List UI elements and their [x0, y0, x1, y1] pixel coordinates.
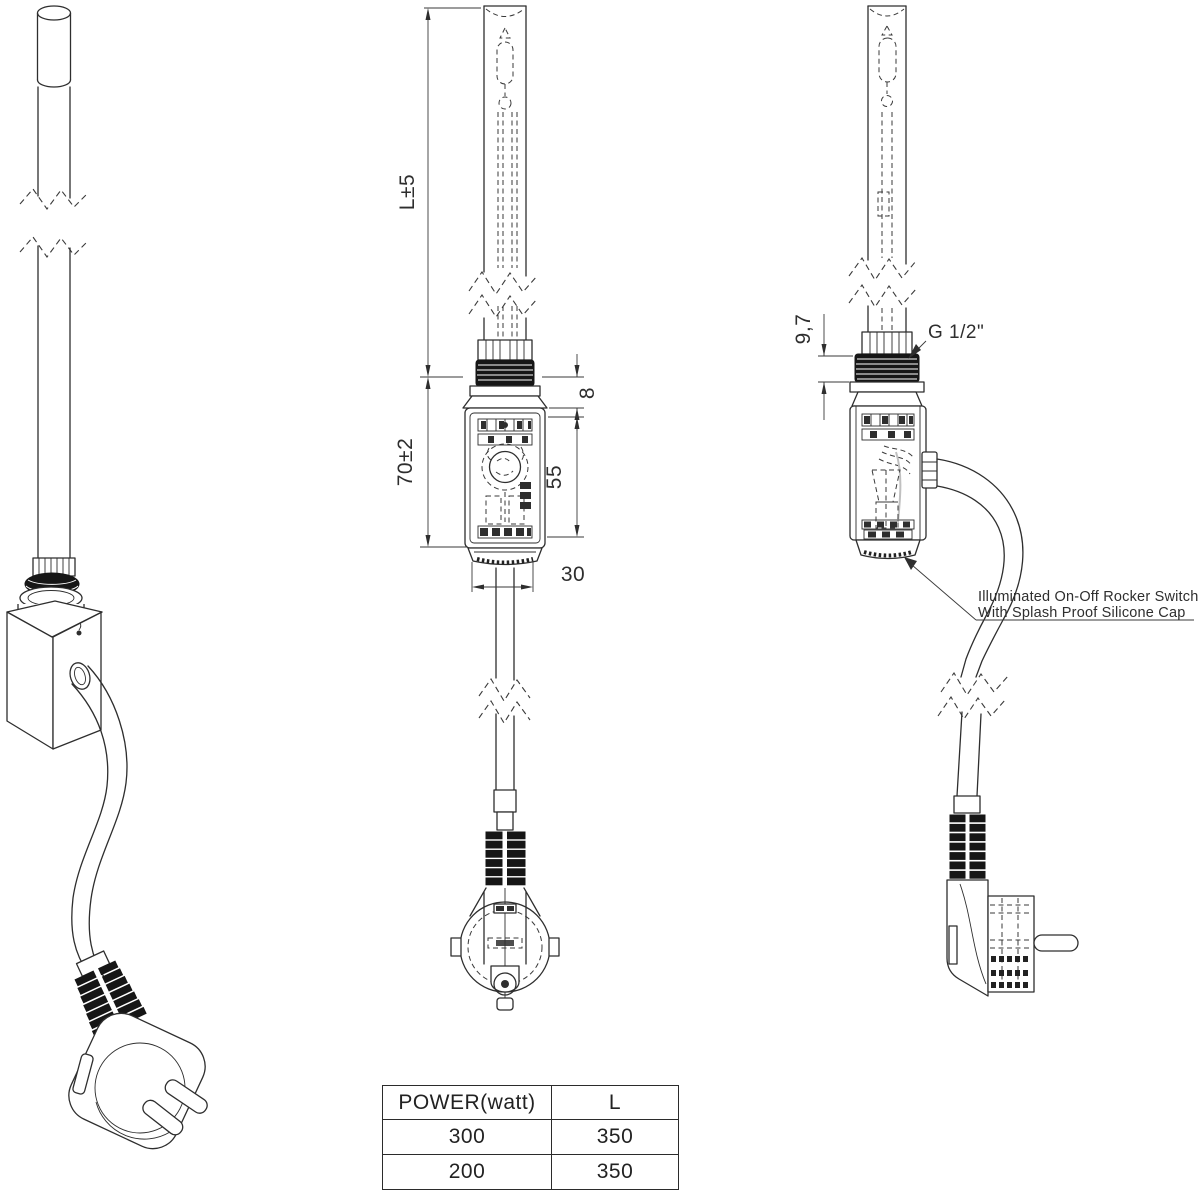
dim-label-housing-width: 30 [560, 563, 586, 586]
break-symbol [849, 285, 916, 307]
control-housing [465, 408, 545, 565]
spec-table [382, 1085, 679, 1190]
heating-tube [469, 6, 537, 340]
side-view [792, 6, 1199, 996]
header-length: L [552, 1086, 679, 1120]
control-housing [850, 406, 937, 559]
thread-nut [476, 360, 534, 386]
dimension-thread-engagement [792, 314, 853, 420]
heating-tube [849, 6, 916, 332]
housing-bottom-cap [856, 540, 920, 559]
break-symbol [941, 673, 1008, 695]
cable-grommet [922, 452, 937, 488]
heating-element-hidden [497, 42, 513, 84]
switch-annotation [904, 557, 1199, 621]
annotation-line-2: With Splash Proof Silicone Cap [978, 605, 1186, 621]
break-symbol [479, 679, 530, 701]
break-symbol [938, 697, 1005, 719]
break-symbol [20, 189, 88, 209]
dim-label-housing-total: 70±2 [394, 437, 417, 487]
schuko-plug-front [451, 790, 559, 1010]
plug-strain-relief [486, 832, 525, 885]
dimension-length [396, 8, 481, 377]
power-cable [479, 568, 530, 790]
table-header-row [383, 1086, 679, 1120]
thread-spec-label: G 1/2" [928, 322, 985, 343]
dim-label-thread-engagement: 9,7 [792, 313, 815, 345]
isometric-view [7, 6, 214, 1157]
break-symbol [479, 701, 530, 723]
break-symbol [469, 272, 537, 294]
dim-label-collar-height: 8 [576, 386, 599, 400]
heating-tube [20, 6, 88, 558]
table-row [383, 1155, 679, 1190]
control-housing-box [7, 601, 102, 749]
housing-bottom-cap [468, 548, 542, 565]
cell-length: 350 [552, 1155, 679, 1190]
thread-nut [855, 354, 919, 382]
dimension-collar-height [542, 354, 599, 431]
heating-element-hidden [879, 38, 896, 82]
plug-pin [1034, 935, 1078, 951]
dimension-housing-total [394, 377, 468, 547]
cell-length: 350 [552, 1120, 679, 1155]
dimension-housing-body [543, 417, 584, 537]
plug-strain-relief [950, 814, 985, 880]
table-row [383, 1120, 679, 1155]
thread-spec-callout [908, 322, 984, 359]
screw-dot [77, 631, 82, 636]
schuko-plug-side [947, 796, 1078, 996]
earth-clip [549, 938, 559, 956]
cell-power: 200 [383, 1155, 552, 1190]
dim-label-length: L±5 [396, 173, 419, 211]
front-view [394, 6, 599, 1010]
dimension-housing-width [472, 562, 585, 592]
cell-power: 300 [383, 1120, 552, 1155]
break-symbol [20, 237, 88, 257]
power-cable [937, 459, 1023, 796]
thread-connector [850, 332, 924, 406]
annotation-line-1: Illuminated On-Off Rocker Switch [978, 589, 1199, 605]
thread-connector [463, 340, 547, 408]
dim-label-housing-body: 55 [543, 464, 566, 490]
break-symbol [469, 295, 537, 317]
header-power: POWER(watt) [383, 1086, 552, 1120]
earth-clip [451, 938, 461, 956]
schuko-plug-isometric [60, 1005, 213, 1157]
